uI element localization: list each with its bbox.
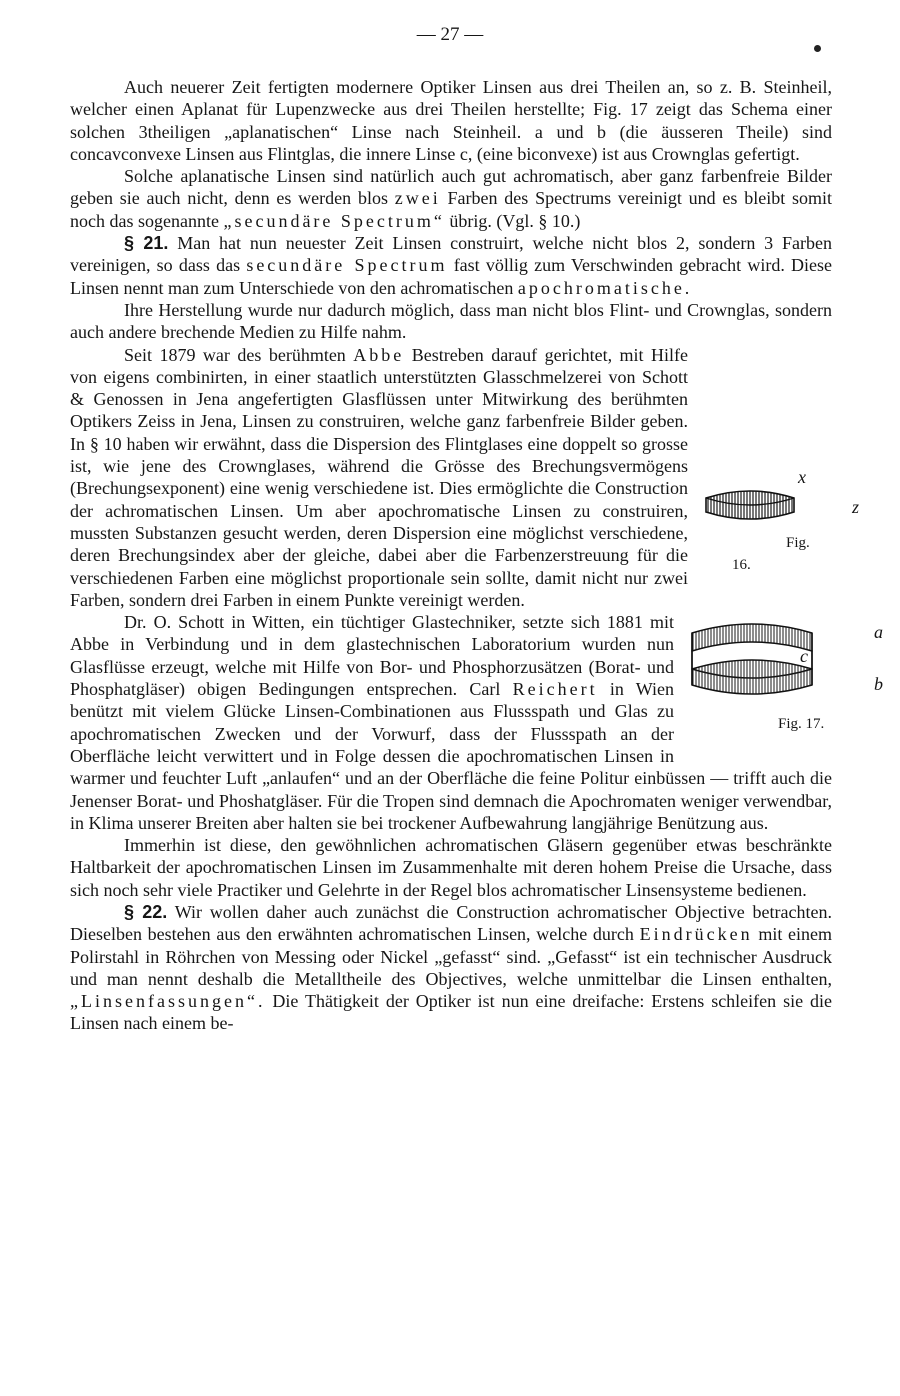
- figure-17-label-c: c: [800, 646, 808, 667]
- figure-17-caption: Fig. 17.: [778, 716, 825, 733]
- paragraph-6-spaced: Reichert: [512, 679, 598, 700]
- body-text: [70, 76, 883, 1035]
- paragraph-2-spaced-a: zwei: [394, 188, 441, 209]
- paragraph-6-text-b: in Wien benützt mit vielem Glücke Linsen-Combinationen aus Flussspath und Glas zu apochromatischen Zwecken und der Vorwurf, dass der Flussspath an der Oberfläche leicht verwittert und in Folge dessen die apochromatischen Linsen in warmer und feuchter Luft „anlaufen“ und an der Oberfläche die feine Politur einbüssen — trifft auch die Jenenser Borat- und Phoshatgläser. Für die Tropen sind demnach die Apochromaten weniger verwendbar, in Klima unserer Breiten aber halten sie bei trockener Aufbewahrung langjährige Benützung aus.: [70, 679, 832, 833]
- figure-17-label-a: a: [874, 622, 883, 643]
- paragraph-6-text-a: Dr. O. Schott in Witten, ein tüchtiger Glastechniker, setzte sich 1881 mit Abbe in Verbindung und in dem glastechnischen Laboratorium wurden nun Glasflüsse erzeugt, welche mit Hilfe von Bor- und Phosphorzusätzen (Borat- und Phosphatgläser) obigen Bedingungen entsprechen. Carl: [70, 612, 674, 700]
- ink-dot: [814, 45, 821, 52]
- paragraph-section-22: [70, 901, 832, 1035]
- paragraph-8-spaced-a: Eindrücken: [639, 924, 753, 945]
- paragraph-8-text-b: mit einem Polirstahl in Röhrchen von Messing oder Nickel „gefasst“ sind. „Gefasst“ ist ein technischer Ausdruck und man nennt deshalb die Metalltheile des Objectives, welche unmittelbar die Linsen enthalten,: [70, 924, 833, 989]
- paragraph-1-text: Auch neuerer Zeit fertigten modernere Optiker Linsen aus drei Theilen an, so z. B. Steinheil, welcher einen Aplanat für Lupenzwecke aus drei Theilen herstellte; Fig. 17 zeigt das Schema einer solchen 3theiligen „aplanatischen“ Linse nach Steinheil. a und b (die äusseren Theile) sind concavconvexe Linsen aus Flintglas, die innere Linse c, (eine biconvexe) ist aus Crownglas gefertigt.: [70, 77, 832, 164]
- section-22-number: § 22.: [124, 901, 168, 922]
- paragraph-6: [70, 611, 883, 834]
- paragraph-7-text: Immerhin ist diese, den gewöhnlichen achromatischen Gläsern gegenüber etwas beschränkte Haltbarkeit der apochromatischen Linsen im Zusammenhalte mit deren hohem Preise die Ursache, dass sich noch sehr viele Practiker und Gelehrte in der Regel blos achromatischer Linsensysteme bedienen.: [70, 835, 832, 900]
- figure-16-label-z: z: [852, 496, 860, 517]
- paragraph-5-text-a: Seit 1879 war des berühmten: [124, 344, 346, 365]
- figure-16-label-x: x: [798, 466, 806, 487]
- figure-17: [686, 611, 883, 759]
- paragraph-2: [70, 165, 832, 232]
- paragraph-7: [70, 834, 832, 901]
- paragraph-8-text-c: Die Thätigkeit der Optiker ist nun eine dreifache: Erstens schleifen sie die Linsen nach einem be-: [70, 991, 832, 1034]
- figure-17-label-b: b: [874, 674, 883, 695]
- paragraph-3-spaced-a: secundäre Spectrum: [246, 255, 448, 276]
- figure-16: [698, 466, 860, 584]
- paragraph-2-text-a: Solche aplanatische Linsen sind natürlich auch gut achromatisch, aber ganz farbenfreie Bilder geben sie auch nicht, denn es werden blos: [70, 166, 832, 209]
- paragraph-5-text-b: Bestreben darauf gerichtet, mit Hilfe von eigens combinirten, in einer staatlich unterstützten Glasschmelzerei von Schott & Genossen in Jena angefertigten Glasflüssen unter Mitwirkung des berühmten Optikers Zeiss in Jena, Linsen zu construiren, welche ganz farbenfreie Bilder geben. In § 10 haben wir erwähnt, dass die Dispersion des Flintglases eine doppelt so grosse ist, wie jene des Crownglases, während die Grösse des Brechungsvermögens (Brechungsexponent) eine wenig verschiedene ist. Dies ermöglichte die Construction der achromatischen Linsen. Um aber apochromatische Linsen zu construiren, mussten Substanzen gesucht werden, deren Dispersion eine möglichst verschiedene, deren Brechungsindex aber der gleiche, dabei aber die Farbenzerstreuung für die verschiedenen Farben eine möglichst proportionale sein sollte, damit nicht nur zwei Farben, sondern drei Farben in einem Punkte vereinigt werden.: [70, 344, 688, 610]
- section-21-number: § 21.: [124, 233, 169, 254]
- paragraph-section-21: [70, 232, 832, 299]
- page-number: — 27 —: [416, 24, 484, 45]
- paragraph-3-spaced-b: apochromatische.: [517, 277, 693, 298]
- paragraph-1: [70, 76, 832, 165]
- paragraph-2-text-c: übrig. (Vgl. § 10.): [449, 210, 581, 231]
- paragraph-2-spaced-b: „secundäre Spectrum“: [223, 210, 445, 231]
- paragraph-3-text-a: Man hat nun neuester Zeit Linsen construirt, welche nicht blos 2, sondern 3 Farben vereinigen, so dass das: [70, 233, 832, 276]
- paragraph-5: [70, 344, 860, 612]
- paragraph-8-spaced-b: „Linsenfassungen“.: [70, 991, 266, 1012]
- figure-17-lens-drawing: [686, 611, 832, 759]
- figure-16-caption: Fig. 16.: [732, 534, 810, 573]
- paragraph-4-text: Ihre Herstellung wurde nur dadurch möglich, dass man nicht blos Flint- und Crownglas, sondern auch andere brechende Medien zu Hilfe nahm.: [70, 299, 832, 343]
- paragraph-8-text-a: Wir wollen daher auch zunächst die Construction achromatischer Objective betrachten. Dieselben bestehen aus den erwähnten achromatischen Linsen, welche durch: [70, 901, 833, 945]
- paragraph-3-text-b: fast völlig zum Verschwinden gebracht wird. Diese Linsen nennt man zum Unterschiede von den achromatischen: [70, 255, 833, 298]
- paragraph-4: [70, 299, 832, 344]
- paragraph-5-spaced: Abbe: [353, 344, 405, 365]
- paragraph-2-text-b: Farben des Spectrums vereinigt und es bleibt somit noch das sogenannte: [70, 188, 833, 231]
